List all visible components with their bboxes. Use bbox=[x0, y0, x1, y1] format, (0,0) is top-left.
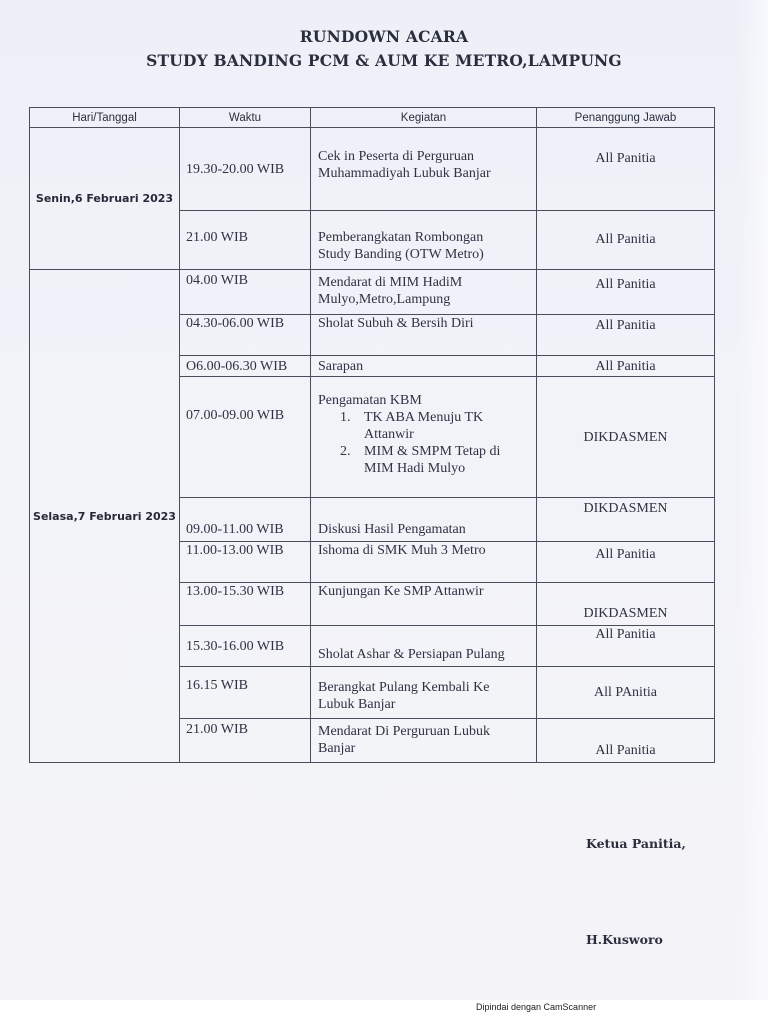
activity-line: Muhammadiyah Lubuk Banjar bbox=[318, 166, 491, 181]
time-cell: 13.00-15.30 WIB bbox=[180, 583, 311, 626]
activity-cell bbox=[311, 667, 537, 719]
day-cell: Senin,6 Februari 2023 bbox=[30, 128, 180, 270]
header-time: Waktu bbox=[180, 108, 311, 128]
activity-line: MIM & SMPM Tetap di bbox=[364, 444, 501, 459]
document-subtitle: STUDY BANDING PCM & AUM KE METRO,LAMPUNG bbox=[146, 51, 622, 70]
pic-cell: All Panitia bbox=[537, 626, 715, 667]
pic-cell: DIKDASMEN bbox=[537, 583, 715, 626]
activity-line: Cek in Peserta di Perguruan bbox=[318, 149, 475, 164]
activity-line: Mendarat di MIM HadiM bbox=[318, 275, 463, 290]
activity-cell bbox=[311, 626, 537, 667]
activity-cell bbox=[311, 315, 537, 356]
activity-cell bbox=[311, 498, 537, 542]
pic-cell: DIKDASMEN bbox=[537, 498, 715, 542]
activity-line: MIM Hadi Mulyo bbox=[364, 461, 466, 476]
time-cell: 07.00-09.00 WIB bbox=[180, 377, 311, 498]
table-row bbox=[30, 270, 715, 315]
time-cell: 16.15 WIB bbox=[180, 667, 311, 719]
pic-cell: All Panitia bbox=[537, 356, 715, 377]
activity-cell bbox=[311, 270, 537, 315]
time-cell: 19.30-20.00 WIB bbox=[180, 128, 311, 211]
pic-cell: DIKDASMEN bbox=[537, 377, 715, 498]
time-cell: 21.00 WIB bbox=[180, 719, 311, 763]
activity-cell bbox=[311, 356, 537, 377]
activity-cell bbox=[311, 377, 537, 498]
pic-cell: All PAnitia bbox=[537, 667, 715, 719]
activity-line: TK ABA Menuju TK bbox=[364, 410, 484, 425]
activity-line: Berangkat Pulang Kembali Ke bbox=[318, 680, 490, 695]
activity-line: Study Banding (OTW Metro) bbox=[318, 247, 484, 262]
activity-line: Mulyo,Metro,Lampung bbox=[318, 292, 451, 307]
day-cell: Selasa,7 Februari 2023 bbox=[30, 270, 180, 763]
time-cell: 11.00-13.00 WIB bbox=[180, 542, 311, 583]
header-activity: Kegiatan bbox=[311, 108, 537, 128]
activity-line: Sholat Subuh & Bersih Diri bbox=[318, 316, 474, 331]
pic-cell: All Panitia bbox=[537, 270, 715, 315]
activity-line: Lubuk Banjar bbox=[318, 697, 396, 712]
activity-line: Ishoma di SMK Muh 3 Metro bbox=[318, 543, 486, 558]
pic-cell: All Panitia bbox=[537, 211, 715, 270]
activity-line: Sholat Ashar & Persiapan Pulang bbox=[318, 647, 505, 662]
list-item bbox=[364, 409, 536, 443]
time-cell: 21.00 WIB bbox=[180, 211, 311, 270]
activity-line: Kunjungan Ke SMP Attanwir bbox=[318, 584, 484, 599]
activity-line: Sarapan bbox=[318, 358, 364, 374]
activity-line: Attanwir bbox=[364, 427, 414, 442]
document-title: RUNDOWN ACARA bbox=[299, 27, 469, 46]
activity-cell bbox=[311, 128, 537, 211]
pic-cell: All Panitia bbox=[537, 542, 715, 583]
activity-line: Banjar bbox=[318, 741, 356, 756]
activity-cell bbox=[311, 211, 537, 270]
activity-cell bbox=[311, 583, 537, 626]
time-cell: 04.00 WIB bbox=[180, 270, 311, 315]
activity-cell bbox=[311, 542, 537, 583]
activity-line: Pemberangkatan Rombongan bbox=[318, 230, 484, 245]
activity-list bbox=[318, 409, 536, 477]
list-item bbox=[364, 443, 536, 477]
scanner-watermark: Dipindai dengan CamScanner bbox=[476, 1002, 597, 1012]
table-row bbox=[30, 128, 715, 211]
pic-cell: All Panitia bbox=[537, 719, 715, 763]
time-cell: 04.30-06.00 WIB bbox=[180, 315, 311, 356]
signature-title: Ketua Panitia, bbox=[586, 836, 686, 851]
rundown-table bbox=[29, 107, 715, 763]
table-header-row bbox=[30, 108, 715, 128]
pic-cell: All Panitia bbox=[537, 128, 715, 211]
header-pic: Penanggung Jawab bbox=[537, 108, 715, 128]
time-cell: 09.00-11.00 WIB bbox=[180, 498, 311, 542]
activity-title: Pengamatan KBM bbox=[318, 393, 422, 408]
time-cell: 15.30-16.00 WIB bbox=[180, 626, 311, 667]
signature-name: H.Kusworo bbox=[586, 932, 663, 947]
pic-cell: All Panitia bbox=[537, 315, 715, 356]
header-day: Hari/Tanggal bbox=[30, 108, 180, 128]
time-cell: O6.00-06.30 WIB bbox=[180, 356, 311, 377]
activity-line: Diskusi Hasil Pengamatan bbox=[318, 522, 466, 537]
activity-cell bbox=[311, 719, 537, 763]
activity-line: Mendarat Di Perguruan Lubuk bbox=[318, 724, 490, 739]
